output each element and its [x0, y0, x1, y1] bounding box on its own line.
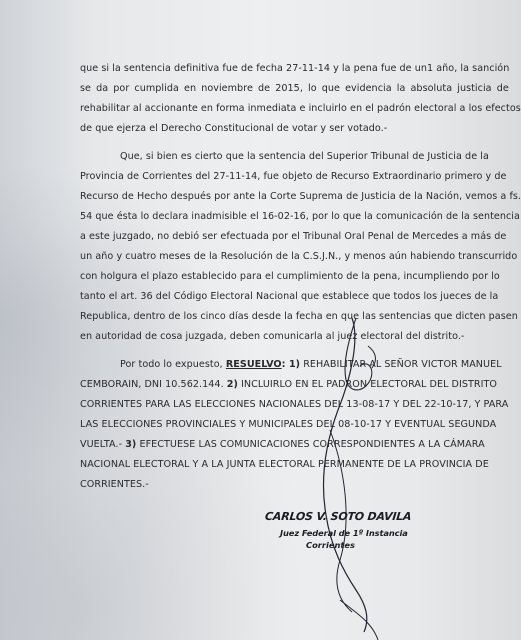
paragraph-line: Provincia de Corrientes del 27-11-14, fue objeto de Recurso Extraordinario primero y de	[80, 171, 507, 182]
resolution-line	[120, 355, 502, 375]
signature-name: CARLOS V. SOTO DAVILA	[264, 510, 413, 523]
signature-place: Corrientes	[306, 540, 355, 550]
resolution-line: CORRIENTES PARA LAS ELECCIONES NACIONALES DEL 13-08-17 Y DEL 22-10-17, Y PARA	[80, 399, 509, 410]
paragraph-line: Recurso de Hecho después por ante la Corte Suprema de Justicia de la Nación, vemos a fs.	[80, 191, 521, 202]
resolution-line	[80, 435, 485, 455]
paragraph-line: Que, si bien es cierto que la sentencia del Superior Tribunal de Justicia de la	[120, 151, 489, 162]
paragraph-line: a este juzgado, no debió ser efectuada por el Tribunal Oral Penal de Mercedes a más de	[80, 231, 507, 242]
resolution-text: REHABILITAR AL SEÑOR VICTOR MANUEL	[300, 359, 502, 370]
resolution-text: VUELTA.-	[80, 439, 126, 450]
paragraph-line: en autoridad de cosa juzgada, deben comunicarla al juez electoral del distrito.-	[80, 331, 465, 342]
item-number: 3)	[125, 439, 137, 450]
signature-title: Juez Federal de 1º Instancia	[280, 528, 408, 538]
resolution-line: CORRIENTES.-	[80, 479, 149, 490]
resolution-keyword: RESUELVO	[225, 359, 282, 370]
resolution-colon: :	[281, 359, 289, 370]
resolution-intro: Por todo lo expuesto,	[120, 359, 226, 370]
paragraph-line: de que ejerza el Derecho Constitucional de votar y ser votado.-	[80, 123, 388, 134]
resolution-line: LAS ELECCIONES PROVINCIALES Y MUNICIPALES DEL 08-10-17 Y EVENTUAL SEGUNDA	[80, 419, 497, 430]
resolution-text: CEMBORAIN, DNI 10.562.144.	[80, 379, 227, 390]
paragraph-line: un año y cuatro meses de la Resolución de la C.S.J.N., y menos aún habiendo transcurrido	[80, 251, 518, 262]
resolution-line: NACIONAL ELECTORAL Y A LA JUNTA ELECTORAL PERMANENTE DE LA PROVINCIA DE	[80, 459, 489, 470]
item-number: 2)	[226, 379, 238, 390]
paragraph-line: con holgura el plazo establecido para el cumplimiento de la pena, incumpliendo por lo	[80, 271, 500, 282]
resolution-text: INCLUIRLO EN EL PADRON ELECTORAL DEL DISTRITO	[237, 379, 498, 390]
paragraph-line: tanto el art. 36 del Código Electoral Nacional que establece que todos los jueces de la	[80, 291, 499, 302]
item-number: 1)	[288, 359, 301, 370]
paragraph-line: se da por cumplida en noviembre de 2015, lo que evidencia la absoluta justicia de	[80, 83, 509, 94]
paragraph-line: 54 que ésta lo declara inadmisible el 16-02-16, por lo que la comunicación de la sentencia	[80, 211, 520, 222]
paragraph-line: rehabilitar al accionante en forma inmediata e incluirlo en el padrón electoral a los efectos	[80, 103, 521, 114]
resolution-line	[80, 375, 497, 395]
paragraph-line: Republica, dentro de los cinco días desde la fecha en que las sentencias que dicten pasen	[80, 311, 518, 322]
resolution-text: EFECTUESE LAS COMUNICACIONES CORRESPONDIENTES A LA CÁMARA	[136, 439, 485, 450]
paragraph-line: que si la sentencia definitiva fue de fecha 27-11-14 y la pena fue de un1 año, la sanción	[80, 63, 510, 74]
